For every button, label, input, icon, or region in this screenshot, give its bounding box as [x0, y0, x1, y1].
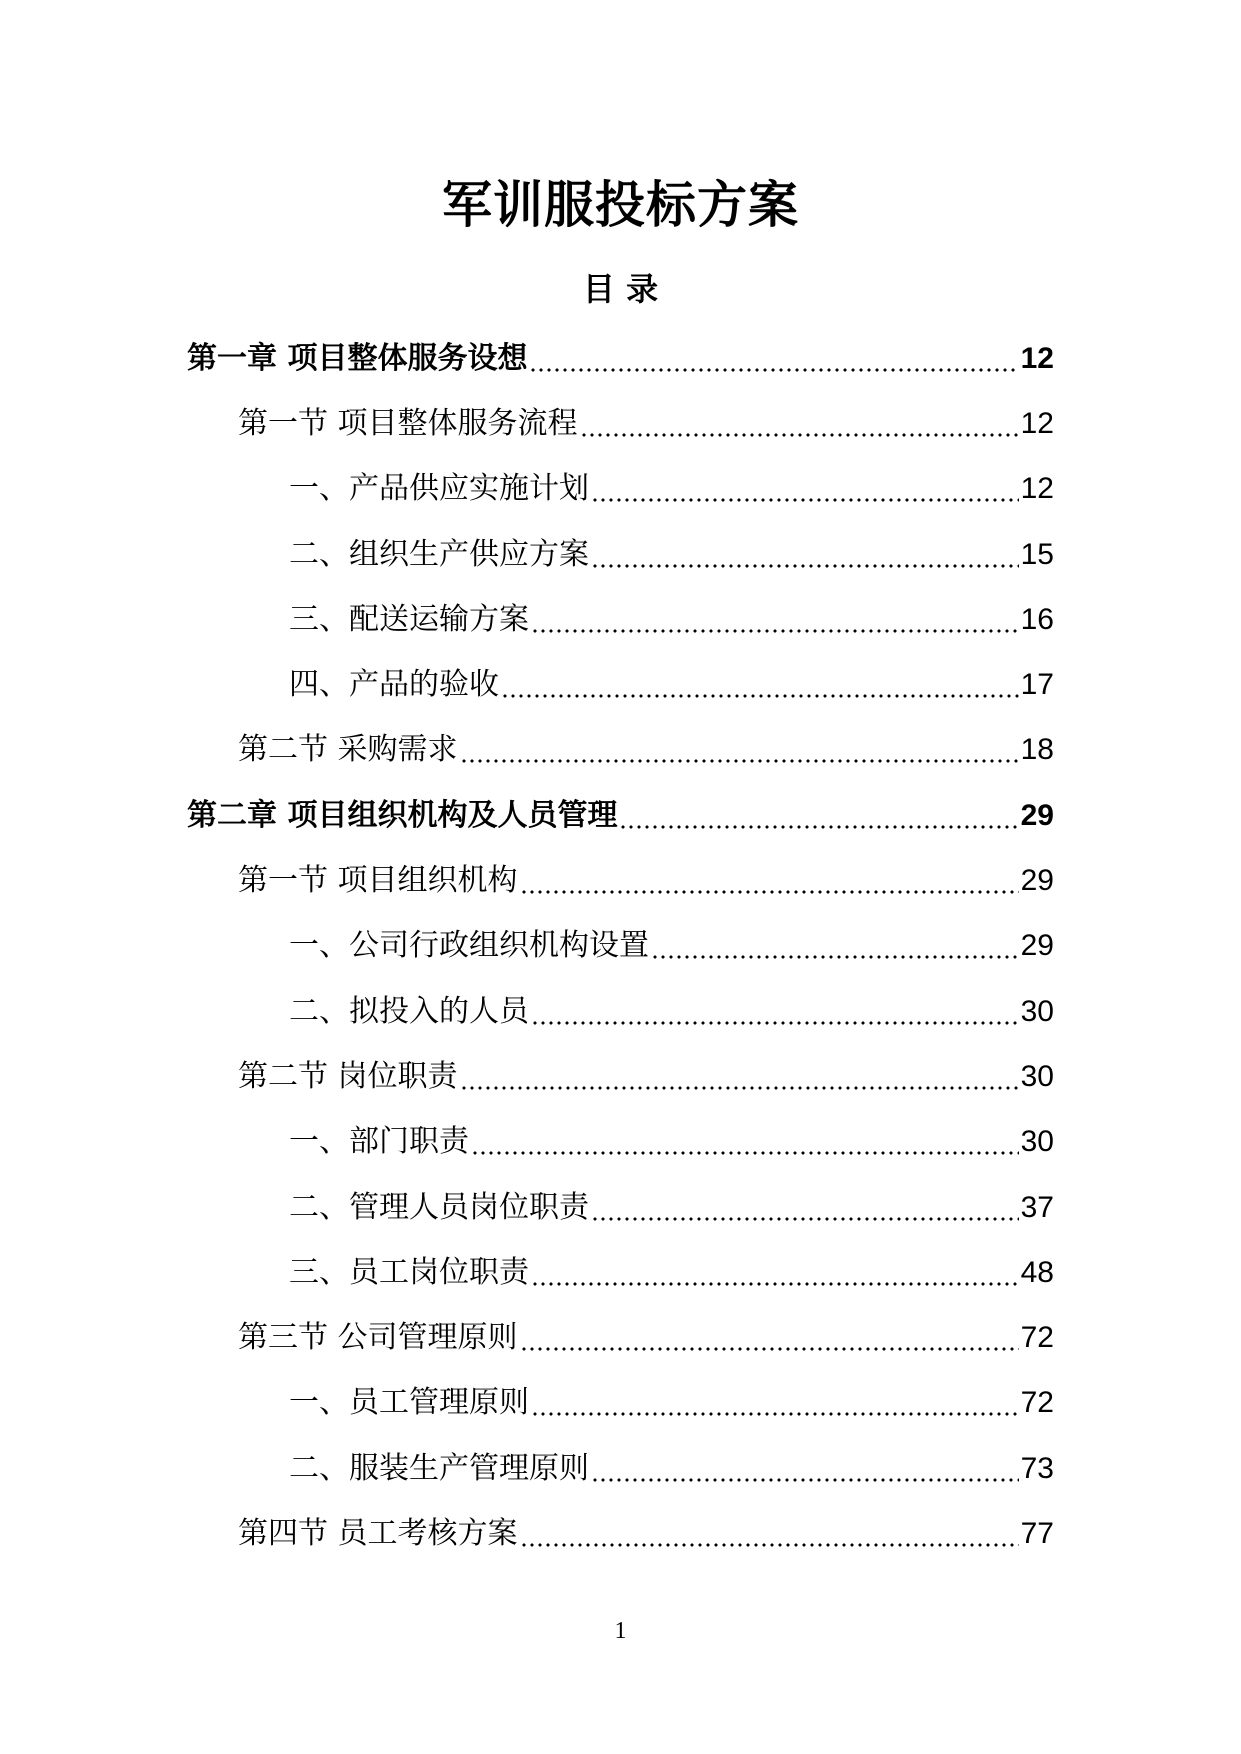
toc-entry-title: 二、管理人员岗位职责 — [289, 1189, 589, 1225]
toc-entry-page: 18 — [1020, 733, 1054, 767]
toc-dot-leader — [591, 1192, 1019, 1224]
toc-entry-page: 29 — [1020, 929, 1054, 963]
toc-dot-leader — [580, 408, 1019, 440]
toc-entry-page: 72 — [1020, 1321, 1054, 1355]
toc-entry-title: 一、产品供应实施计划 — [289, 471, 589, 507]
toc-subsection-entry[interactable] — [0, 1436, 1241, 1501]
toc-subsection-entry[interactable] — [0, 1371, 1241, 1436]
toc-entry-title: 第四节 员工考核方案 — [238, 1515, 518, 1551]
toc-dot-leader — [591, 473, 1019, 505]
toc-dot-leader — [619, 800, 1018, 832]
page-number: 1 — [614, 1618, 627, 1644]
toc-entry-page: 29 — [1020, 864, 1054, 898]
toc-subsection-entry[interactable] — [0, 1175, 1241, 1240]
toc-entry-page: 29 — [1020, 798, 1054, 832]
toc-dot-leader — [460, 734, 1019, 766]
toc-entry-page: 72 — [1020, 1386, 1054, 1420]
toc-entry-title: 一、员工管理原则 — [289, 1385, 529, 1421]
toc-entry-page: 12 — [1020, 341, 1054, 375]
toc-entry-page: 37 — [1020, 1190, 1054, 1224]
toc-subsection-entry[interactable] — [0, 587, 1241, 652]
toc-chapter-entry[interactable] — [0, 326, 1241, 391]
toc-section-entry[interactable] — [0, 1305, 1241, 1370]
toc-entry-page: 30 — [1020, 1059, 1054, 1093]
toc-entry-title: 第一节 项目整体服务流程 — [238, 405, 578, 441]
toc-subsection-entry[interactable] — [0, 457, 1241, 522]
toc-dot-leader — [471, 1126, 1019, 1158]
toc-dot-leader — [591, 539, 1019, 571]
toc-section-entry[interactable] — [0, 718, 1241, 783]
toc-subsection-entry[interactable] — [0, 914, 1241, 979]
toc-entry-title: 二、组织生产供应方案 — [289, 536, 589, 572]
toc-dot-leader — [531, 604, 1019, 636]
toc-entry-page: 12 — [1020, 406, 1054, 440]
toc-entry-page: 12 — [1020, 472, 1054, 506]
toc-entry-title: 一、部门职责 — [289, 1124, 469, 1160]
toc-dot-leader — [529, 343, 1018, 375]
toc-entry-page: 30 — [1020, 1125, 1054, 1159]
toc-dot-leader — [520, 1518, 1019, 1550]
document-title: 军训服投标方案 — [442, 176, 799, 234]
toc-dot-leader — [501, 669, 1019, 701]
toc-entry-title: 三、员工岗位职责 — [289, 1254, 529, 1290]
toc-dot-leader — [531, 1387, 1019, 1419]
toc-section-entry[interactable] — [0, 1501, 1241, 1566]
toc-entry-page: 73 — [1020, 1451, 1054, 1485]
toc-dot-leader — [520, 865, 1019, 897]
toc-section-entry[interactable] — [0, 848, 1241, 913]
toc-subsection-entry[interactable] — [0, 522, 1241, 587]
toc-entry-title: 第二章 项目组织机构及人员管理 — [187, 797, 618, 833]
toc-entry-page: 15 — [1020, 537, 1054, 571]
toc-subsection-entry[interactable] — [0, 979, 1241, 1044]
toc-entry-page: 48 — [1020, 1255, 1054, 1289]
toc-subsection-entry[interactable] — [0, 1240, 1241, 1305]
toc-dot-leader — [591, 1453, 1019, 1485]
toc-entry-title: 第三节 公司管理原则 — [238, 1320, 518, 1356]
toc-subsection-entry[interactable] — [0, 1110, 1241, 1175]
toc-entry-title: 一、公司行政组织机构设置 — [289, 928, 649, 964]
toc-entry-title: 第二节 岗位职责 — [238, 1058, 458, 1094]
toc-heading: 目 录 — [582, 270, 659, 308]
toc-dot-leader — [531, 996, 1019, 1028]
toc-dot-leader — [460, 1061, 1019, 1093]
toc-section-entry[interactable] — [0, 1044, 1241, 1109]
toc-entry-title: 二、拟投入的人员 — [289, 993, 529, 1029]
toc-entry-title: 四、产品的验收 — [289, 667, 499, 703]
toc-entry-page: 16 — [1020, 602, 1054, 636]
toc-section-entry[interactable] — [0, 391, 1241, 456]
toc-entry-page: 17 — [1020, 668, 1054, 702]
toc-subsection-entry[interactable] — [0, 652, 1241, 717]
toc-dot-leader — [520, 1322, 1019, 1354]
toc-entry-title: 二、服装生产管理原则 — [289, 1450, 589, 1486]
toc-entry-page: 30 — [1020, 994, 1054, 1028]
toc-chapter-entry[interactable] — [0, 783, 1241, 848]
toc-entry-page: 77 — [1020, 1516, 1054, 1550]
toc-entry-title: 第一节 项目组织机构 — [238, 863, 518, 899]
toc-dot-leader — [531, 1257, 1019, 1289]
toc-entry-title: 第一章 项目整体服务设想 — [187, 340, 528, 376]
toc-dot-leader — [651, 930, 1019, 962]
table-of-contents — [0, 326, 1241, 1567]
toc-entry-title: 第二节 采购需求 — [238, 732, 458, 768]
toc-entry-title: 三、配送运输方案 — [289, 601, 529, 637]
